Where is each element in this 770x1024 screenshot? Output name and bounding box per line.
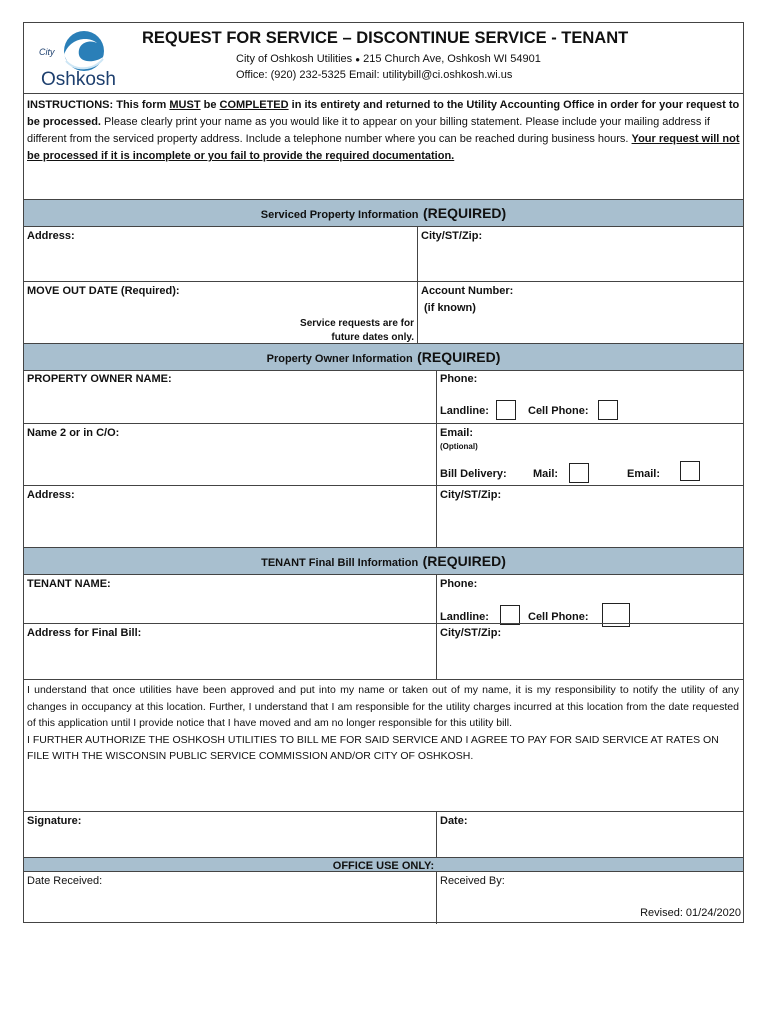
tenant-landline-label: Landline: — [440, 611, 489, 623]
received-by-label: Received By: — [440, 875, 505, 887]
office-use-band: OFFICE USE ONLY: — [24, 857, 743, 872]
page-title: REQUEST FOR SERVICE – DISCONTINUE SERVICE - TENANT — [142, 29, 629, 47]
owner-landline-label: Landline: — [440, 405, 489, 417]
service-form — [23, 22, 744, 923]
email-delivery-checkbox[interactable] — [680, 461, 700, 481]
owner-name-label: PROPERTY OWNER NAME: — [27, 373, 172, 385]
office-phone: Office: (920) 232-5325 — [236, 69, 346, 81]
signature-label: Signature: — [27, 815, 82, 827]
utility-name: City of Oshkosh Utilities — [236, 53, 353, 65]
email-delivery-label: Email: — [627, 468, 661, 480]
bullet-icon: ● — [355, 55, 361, 64]
authorization-paragraph: I FURTHER AUTHORIZE THE OSHKOSH UTILITIES TO BILL ME FOR SAID SERVICE AND I AGREE TO PAY FOR SAID SERVICE AT RATES ON FILE WITH THE WISCONSIN PUBLIC SERVICE COMMISSION AND/OR CITY OF OSHKOSH. — [27, 733, 719, 762]
optional-note: (Optional) — [440, 442, 478, 451]
utility-address-line — [236, 53, 541, 65]
owner-address-label: Address: — [27, 489, 75, 501]
tenant-phone-label: Phone: — [440, 578, 478, 590]
revised-date: Revised: 01/24/2020 — [640, 907, 741, 919]
name2-label: Name 2 or in C/O: — [27, 427, 120, 439]
mail-label: Mail: — [533, 468, 559, 480]
serviced-city-label: City/ST/Zip: — [421, 230, 483, 242]
date-received-label: Date Received: — [27, 875, 103, 887]
tenant-name-label: TENANT NAME: — [27, 578, 111, 590]
serviced-address-label: Address: — [27, 230, 75, 242]
owner-email-label: Email: — [440, 427, 474, 439]
account-number-label: Account Number: — [421, 285, 514, 297]
property-owner-band: Property Owner Information (REQUIRED) — [24, 343, 743, 371]
instructions: INSTRUCTIONS: This form MUST be COMPLETED in its entirety and returned to the Utility Accounting Office in order for your request to be processed. Please clearly print your name as you would like it to appear on your billing statement. Please include your mailing address if different from the serviced property address. Include a telephone number where you can be reached during business hours. Your request will not be processed if it is incomplete or you fail to provide the required documentation. — [27, 99, 740, 162]
final-bill-address-label: Address for Final Bill: — [27, 627, 142, 639]
contact-email: Email: utilitybill@ci.oshkosh.wi.us — [348, 69, 513, 81]
mail-checkbox[interactable] — [569, 463, 589, 483]
serviced-property-band: Serviced Property Information (REQUIRED) — [24, 199, 743, 227]
if-known-note: (if known) — [424, 302, 476, 314]
tenant-city-label: City/ST/Zip: — [440, 627, 502, 639]
owner-phone-label: Phone: — [440, 373, 478, 385]
tenant-cell-label: Cell Phone: — [528, 611, 589, 623]
agreement-text — [27, 682, 739, 765]
date-label: Date: — [440, 815, 468, 827]
logo-oshkosh-text: Oshkosh — [41, 69, 116, 90]
contact-line — [236, 69, 512, 81]
owner-cell-label: Cell Phone: — [528, 405, 589, 417]
owner-city-label: City/ST/Zip: — [440, 489, 502, 501]
owner-cell-checkbox[interactable] — [598, 400, 618, 420]
agreement-paragraph: I understand that once utilities have been approved and put into my name or taken out of my name, it is my responsibility to notify the utility of any changes in occupancy at this location. Further, I understand that I am responsible for the utility charges incurred at this location from the date requested of this application until I provide notice that I have moved and am no longer responsible for this utility bill. — [27, 684, 739, 729]
logo-city-text: City — [39, 47, 55, 57]
city-logo — [39, 29, 121, 91]
move-out-date-label: MOVE OUT DATE (Required): — [27, 285, 180, 297]
owner-landline-checkbox[interactable] — [496, 400, 516, 420]
bill-delivery-label: Bill Delivery: — [440, 468, 507, 480]
tenant-final-bill-band: TENANT Final Bill Information (REQUIRED) — [24, 547, 743, 575]
utility-address: 215 Church Ave, Oshkosh WI 54901 — [363, 53, 541, 65]
tenant-landline-checkbox[interactable] — [500, 605, 520, 625]
future-dates-note: Service requests are for future dates only. — [300, 318, 414, 343]
